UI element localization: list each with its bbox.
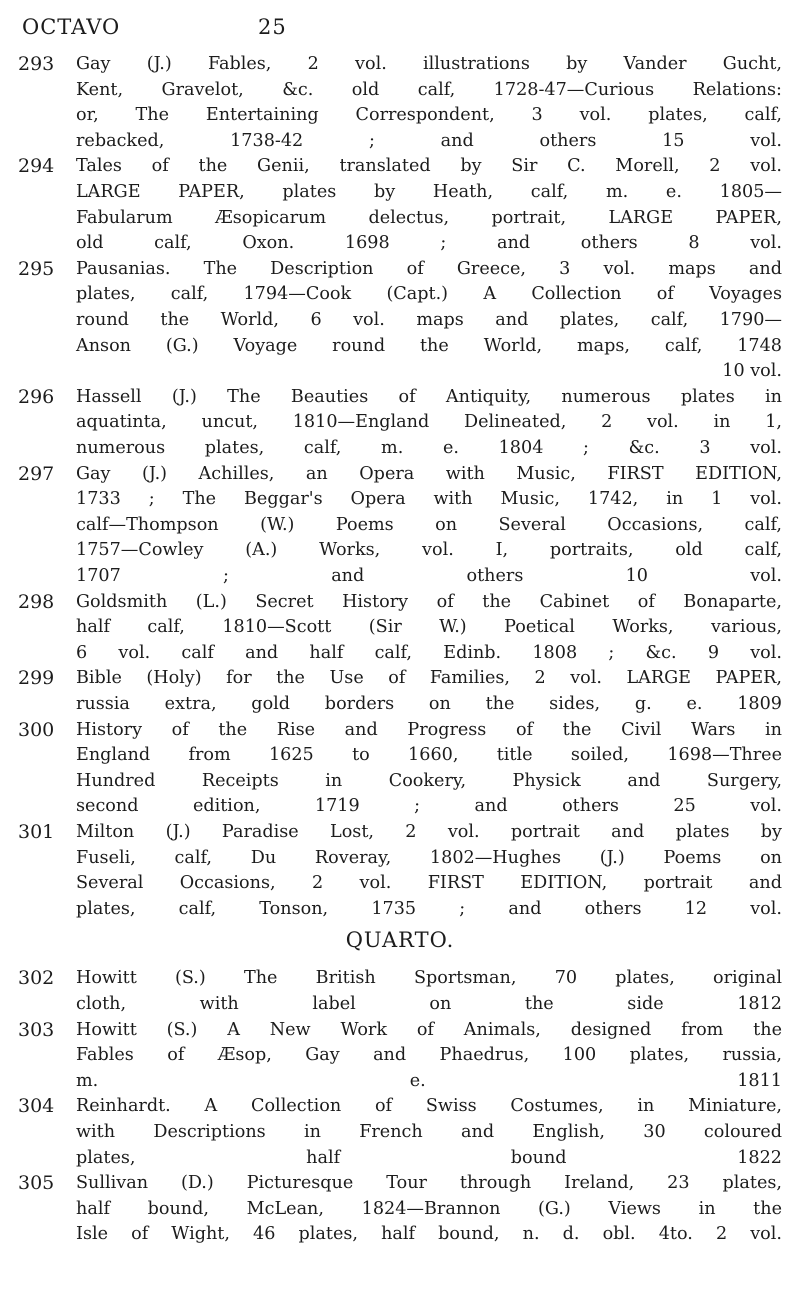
lot-number: 305 xyxy=(18,1172,55,1195)
entry-text xyxy=(76,1171,782,1248)
entry-text xyxy=(76,718,782,820)
lot-number: 301 xyxy=(18,821,55,843)
entry-text xyxy=(76,590,782,667)
lot-number: 296 xyxy=(18,385,55,408)
lot-number: 295 xyxy=(18,257,55,280)
entry-line: Howitt (S.) A New Work of Animals, designed from the xyxy=(76,1019,782,1040)
entry-line: plates, half bound 1822 xyxy=(76,1147,782,1168)
entry-line: 1707 ; and others 10 vol. xyxy=(76,565,782,586)
entry-line: Hundred Receipts in Cookery, Physick and Surgery, xyxy=(76,770,782,791)
entry-line: LARGE PAPER, plates by Heath, calf, m. e. 1805— xyxy=(76,181,782,202)
entry-line: second edition, 1719 ; and others 25 vol. xyxy=(76,796,782,817)
entry-line: calf—Thompson (W.) Poems on Several Occasions, calf, xyxy=(76,514,782,535)
entry-line: 1757—Cowley (A.) Works, vol. I, portraits, old calf, xyxy=(76,540,782,561)
entry-line: 10 vol. xyxy=(722,361,782,382)
entry-line: m. e. 1811 xyxy=(76,1070,782,1091)
lot-number: 294 xyxy=(18,155,55,178)
entry-text xyxy=(76,666,782,717)
entry-text xyxy=(76,820,782,922)
entry-text xyxy=(76,1018,782,1095)
entry-line: cloth, with label on the side 1812 xyxy=(76,993,782,1014)
entry-line: half bound, McLean, 1824—Brannon (G.) Views in the xyxy=(76,1198,782,1219)
entry-text xyxy=(76,966,782,1017)
entry-line: plates, calf, 1794—Cook (Capt.) A Collection of Voyages xyxy=(76,284,782,305)
entry-line: Milton (J.) Paradise Lost, 2 vol. portrait and plates by xyxy=(76,822,782,842)
entry-text xyxy=(76,385,782,462)
entry-line: Isle of Wight, 46 plates, half bound, n. d. obl. 4to. 2 vol. xyxy=(76,1224,782,1245)
entry-line: half calf, 1810—Scott (Sir W.) Poetical Works, various, xyxy=(76,617,782,638)
entry-line: numerous plates, calf, m. e. 1804 ; &c. 3 vol. xyxy=(76,437,782,458)
entry-line: russia extra, gold borders on the sides, g. e. 1809 xyxy=(76,693,782,714)
lot-number: 302 xyxy=(18,967,55,990)
lot-number: 293 xyxy=(18,53,55,75)
entry-line: Anson (G.) Voyage round the World, maps, calf, 1748 xyxy=(76,335,782,356)
entry-text xyxy=(76,1120,782,1171)
entry-line: Sullivan (D.) Picturesque Tour through Ireland, 23 plates, xyxy=(76,1173,782,1194)
entry-line: old calf, Oxon. 1698 ; and others 8 vol. xyxy=(76,233,782,254)
entry-line: Gay (J.) Achilles, an Opera with Music, FIRST EDITION, xyxy=(76,463,782,484)
entry-line: Goldsmith (L.) Secret History of the Cabinet of Bonaparte, xyxy=(76,591,782,612)
entry-line: Bible (Holy) for the Use of Families, 2 vol. LARGE PAPER, xyxy=(76,668,782,689)
entry-line: Hassell (J.) The Beauties of Antiquity, numerous plates in xyxy=(76,386,782,407)
entry-line: Fables of Æsop, Gay and Phaedrus, 100 plates, russia, xyxy=(76,1045,782,1066)
entry-line: England from 1625 to 1660, title soiled, 1698—Three xyxy=(76,745,782,766)
page-number: 25 xyxy=(258,15,287,39)
entry-text xyxy=(76,154,782,256)
section-heading: OCTAVO xyxy=(22,15,121,39)
entry-line: plates, calf, Tonson, 1735 ; and others 12 vol. xyxy=(76,898,782,919)
entry-line: Several Occasions, 2 vol. FIRST EDITION, portrait and xyxy=(76,873,782,894)
lot-number: 300 xyxy=(18,718,55,741)
entry-line: 1733 ; The Beggar's Opera with Music, 1742, in 1 vol. xyxy=(76,489,782,510)
entry-text xyxy=(76,1094,782,1120)
entry-line: Gay (J.) Fables, 2 vol. illustrations by Vander Gucht, xyxy=(76,54,782,74)
entry-line: or, The Entertaining Correspondent, 3 vol. plates, calf, xyxy=(76,105,782,126)
entry-line: History of the Rise and Progress of the Civil Wars in xyxy=(76,719,782,740)
entry-line: Pausanias. The Description of Greece, 3 vol. maps and xyxy=(76,258,782,279)
entry-line: Reinhardt. A Collection of Swiss Costumes, in Miniature, xyxy=(76,1096,782,1117)
entry-line: aquatinta, uncut, 1810—England Delineated, 2 vol. in 1, xyxy=(76,412,782,433)
entry-line: Tales of the Genii, translated by Sir C. Morell, 2 vol. xyxy=(76,156,782,177)
entry-line: with Descriptions in French and English, 30 coloured xyxy=(76,1122,782,1142)
entry-line: Howitt (S.) The British Sportsman, 70 plates, original xyxy=(76,968,782,989)
entry-text xyxy=(76,257,782,385)
entry-line: rebacked, 1738-42 ; and others 15 vol. xyxy=(76,130,782,151)
entry-text xyxy=(76,462,782,590)
lot-number: 299 xyxy=(18,667,55,690)
entry-line: Fabularum Æsopicarum delectus, portrait, LARGE PAPER, xyxy=(76,207,782,228)
entry-line: Kent, Gravelot, &c. old calf, 1728-47—Curious Relations: xyxy=(76,79,782,100)
running-head xyxy=(22,15,788,43)
entry-line: 6 vol. calf and half calf, Edinb. 1808 ; &c. 9 vol. xyxy=(76,642,782,663)
section-title-quarto: QUARTO. xyxy=(345,928,455,953)
lot-number: 298 xyxy=(18,590,55,613)
entry-text xyxy=(76,52,782,154)
lot-number: 297 xyxy=(18,462,55,485)
entry-line: Fuseli, calf, Du Roveray, 1802—Hughes (J.) Poems on xyxy=(76,847,782,868)
entry-line: round the World, 6 vol. maps and plates, calf, 1790— xyxy=(76,309,782,330)
lot-number: 304 xyxy=(18,1095,55,1118)
lot-number: 303 xyxy=(18,1018,55,1041)
